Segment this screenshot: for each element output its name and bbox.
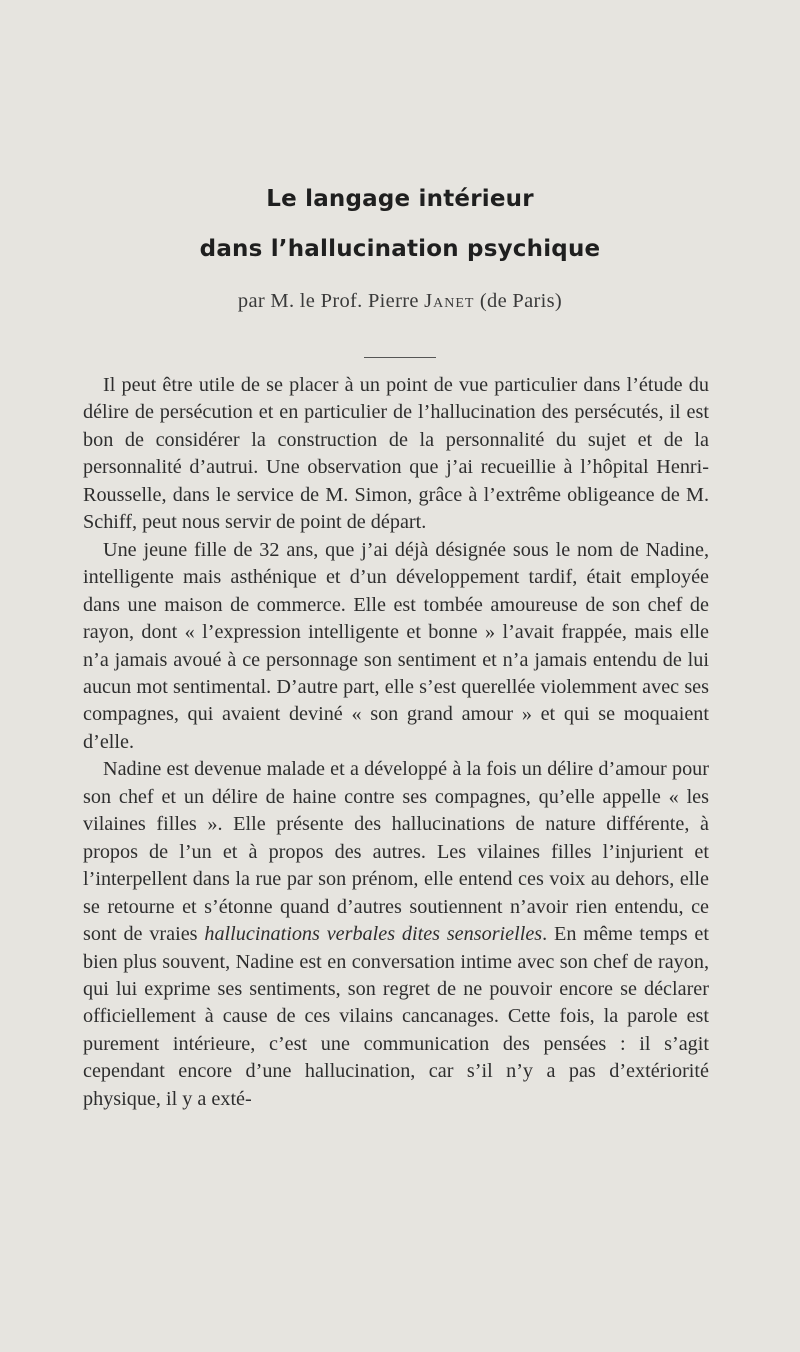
title-rule bbox=[364, 357, 436, 358]
article-body bbox=[83, 372, 709, 1113]
paragraph-3-text-after: . En même temps et bien plus souvent, Nadine est en conversation intime avec son chef de rayon, qui lui exprime ses sentiments, son regret de ne pouvoir encore se déclarer officiellement à cause de ces vilains cancanages. Cette fois, la parole est purement intérieure, c’est une communication des pensées : il s’agit cependant encore d’une hallucination, car s’il n’y a pas d’extériorité physique, il y a exté- bbox=[83, 923, 709, 1110]
paragraph-2: Une jeune fille de 32 ans, que j’ai déjà désignée sous le nom de Nadine, intelligente mais asthénique et d’un développement tardif, était employée dans une maison de commerce. Elle est tombée amoureuse de son chef de rayon, dont « l’expression intelligente et bonne » l’avait frappée, mais elle n’a jamais avoué à ce personnage son sentiment et n’a jamais entendu de lui aucun mot sentimental. D’autre part, elle s’est querellée violemment avec ses compagnes, qui avaient deviné « son grand amour » et qui se moquaient d’elle. bbox=[83, 538, 709, 753]
paragraph-3-text-before: Nadine est devenue malade et a développé à la fois un délire d’amour pour son chef et un délire de haine contre ses compagnes, qu’elle appelle « les vilaines filles ». Elle présente des hallucinations de nature différente, à propos de l’un et à propos des autres. Les vilaines filles l’injurient et l’interpellent dans la rue par son prénom, elle entend ces voix au dehors, elle se retourne et s’étonne quand d’autres soutiennent n’avoir rien entendu, ce sont de vraies bbox=[83, 758, 709, 946]
byline-prefix: par M. le Prof. Pierre bbox=[237, 290, 419, 312]
byline-author: Janet bbox=[424, 290, 475, 312]
title-line-1: Le langage intérieur bbox=[266, 186, 534, 212]
paragraph-3-emphasis: hallucinations verbales dites sensorielles bbox=[204, 923, 543, 946]
byline bbox=[0, 291, 800, 312]
paragraph-1: Il peut être utile de se placer à un point de vue particulier dans l’étude du délire de persécution et en particulier de l’hallucination des persécutés, il est bon de considérer la construction de la personnalité du sujet et de la personnalité d’autrui. Une observation que j’ai recueillie à l’hôpital Henri-Rousselle, dans le service de M. Simon, grâce à l’extrême obligeance de M. Schiff, peut nous servir de point de départ. bbox=[83, 374, 709, 534]
header bbox=[0, 188, 800, 358]
byline-suffix: (de Paris) bbox=[479, 290, 563, 312]
paragraph-3 bbox=[83, 756, 709, 1113]
title-line-2: dans l’hallucination psychique bbox=[199, 236, 601, 262]
